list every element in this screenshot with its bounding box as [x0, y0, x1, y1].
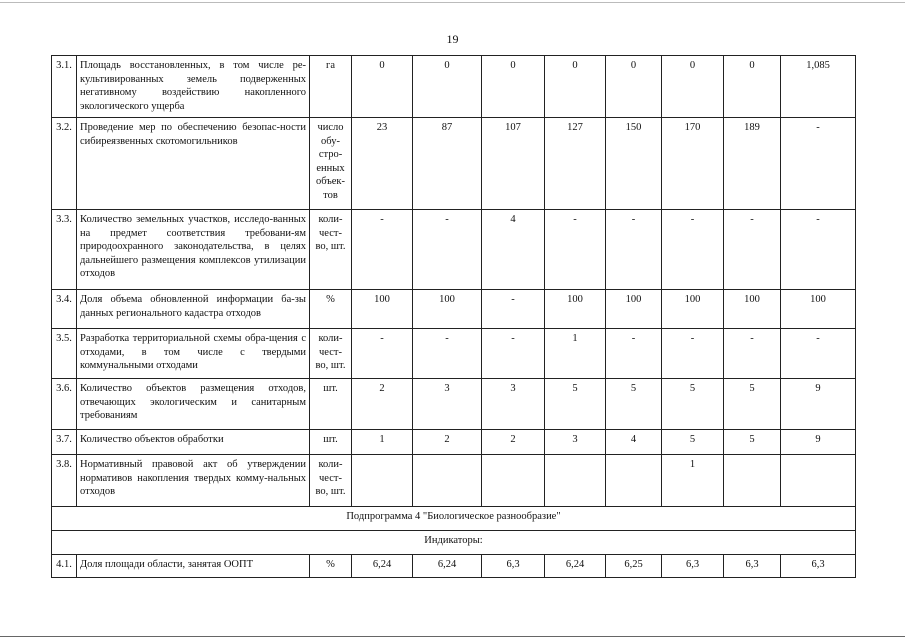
- row-number: 3.2.: [52, 118, 77, 210]
- value-cell: [724, 455, 781, 507]
- value-cell: [606, 455, 662, 507]
- value-cell: 9: [781, 379, 856, 430]
- value-cell: -: [781, 210, 856, 290]
- value-cell: 189: [724, 118, 781, 210]
- value-cell: 5: [662, 430, 724, 455]
- value-cell: 87: [413, 118, 482, 210]
- value-cell: -: [724, 329, 781, 379]
- value-cell: [781, 455, 856, 507]
- value-cell: 6,24: [352, 555, 413, 578]
- value-cell: 6,24: [545, 555, 606, 578]
- value-cell: 0: [606, 56, 662, 118]
- table-row: [52, 555, 856, 578]
- value-cell: 3: [545, 430, 606, 455]
- value-cell: 9: [781, 430, 856, 455]
- value-cell: 3: [413, 379, 482, 430]
- value-cell: 150: [606, 118, 662, 210]
- table-row: [52, 379, 856, 430]
- page-number: 19: [446, 32, 459, 46]
- row-number: 3.8.: [52, 455, 77, 507]
- value-cell: -: [724, 210, 781, 290]
- value-cell: -: [482, 329, 545, 379]
- table-body: [52, 56, 856, 578]
- value-cell: -: [413, 210, 482, 290]
- subprogram-row: [52, 507, 856, 531]
- unit-cell: %: [310, 290, 352, 329]
- row-number: 3.3.: [52, 210, 77, 290]
- unit-cell: га: [310, 56, 352, 118]
- indicators-table: [51, 55, 856, 578]
- value-cell: 3: [482, 379, 545, 430]
- value-cell: -: [662, 210, 724, 290]
- value-cell: 1,085: [781, 56, 856, 118]
- value-cell: -: [781, 329, 856, 379]
- table-row: [52, 455, 856, 507]
- indicator-name: Площадь восстановленных, в том числе ре-культивированных земель подверженных негативному воздействию накопленного экологического ущерба: [77, 56, 310, 118]
- row-number: 3.7.: [52, 430, 77, 455]
- value-cell: 6,3: [781, 555, 856, 578]
- value-cell: -: [606, 329, 662, 379]
- value-cell: 0: [352, 56, 413, 118]
- value-cell: -: [352, 210, 413, 290]
- unit-cell: шт.: [310, 430, 352, 455]
- value-cell: 0: [724, 56, 781, 118]
- top-rule: [0, 2, 905, 3]
- indicator-name: Количество объектов обработки: [77, 430, 310, 455]
- indicators-heading-row: [52, 531, 856, 555]
- table-row: [52, 56, 856, 118]
- value-cell: 5: [662, 379, 724, 430]
- value-cell: 127: [545, 118, 606, 210]
- value-cell: 6,24: [413, 555, 482, 578]
- subprogram-title: Подпрограмма 4 "Биологическое разнообразие": [52, 507, 856, 531]
- indicator-name: Нормативный правовой акт об утверждении нормативов накопления твердых комму-нальных отходов: [77, 455, 310, 507]
- value-cell: 107: [482, 118, 545, 210]
- value-cell: [413, 455, 482, 507]
- table-row: [52, 118, 856, 210]
- value-cell: 100: [606, 290, 662, 329]
- unit-cell: число обу-стро-енных объек-тов: [310, 118, 352, 210]
- value-cell: 4: [606, 430, 662, 455]
- value-cell: [352, 455, 413, 507]
- table-row: [52, 430, 856, 455]
- value-cell: 5: [724, 430, 781, 455]
- indicator-name: Доля площади области, занятая ООПТ: [77, 555, 310, 578]
- row-number: 3.5.: [52, 329, 77, 379]
- value-cell: -: [606, 210, 662, 290]
- unit-cell: шт.: [310, 379, 352, 430]
- value-cell: 6,25: [606, 555, 662, 578]
- indicators-label: Индикаторы:: [52, 531, 856, 555]
- value-cell: 23: [352, 118, 413, 210]
- unit-cell: коли-чест-во, шт.: [310, 210, 352, 290]
- value-cell: 2: [352, 379, 413, 430]
- bottom-rule: [0, 636, 905, 637]
- unit-cell: коли-чест-во, шт.: [310, 329, 352, 379]
- value-cell: -: [482, 290, 545, 329]
- value-cell: 5: [724, 379, 781, 430]
- value-cell: [482, 455, 545, 507]
- value-cell: 1: [545, 329, 606, 379]
- value-cell: 1: [352, 430, 413, 455]
- table-row: [52, 290, 856, 329]
- value-cell: 170: [662, 118, 724, 210]
- row-number: 3.4.: [52, 290, 77, 329]
- value-cell: 4: [482, 210, 545, 290]
- value-cell: 100: [545, 290, 606, 329]
- value-cell: 100: [662, 290, 724, 329]
- value-cell: 5: [606, 379, 662, 430]
- table-row: [52, 329, 856, 379]
- value-cell: -: [662, 329, 724, 379]
- value-cell: 100: [352, 290, 413, 329]
- indicator-name: Разработка территориальной схемы обра-щения с отходами, в том числе с твердыми коммунальными отходами: [77, 329, 310, 379]
- unit-cell: %: [310, 555, 352, 578]
- value-cell: 100: [413, 290, 482, 329]
- value-cell: 5: [545, 379, 606, 430]
- value-cell: 0: [413, 56, 482, 118]
- value-cell: 2: [482, 430, 545, 455]
- value-cell: 0: [545, 56, 606, 118]
- value-cell: 1: [662, 455, 724, 507]
- value-cell: -: [545, 210, 606, 290]
- row-number: 4.1.: [52, 555, 77, 578]
- value-cell: 6,3: [482, 555, 545, 578]
- indicator-name: Количество земельных участков, исследо-ванных на предмет соответствия требовани-ям природоохранного законодательства, в целях дальнейшего размещения комплексов утилизации отходов: [77, 210, 310, 290]
- indicator-name: Проведение мер по обеспечению безопас-ности сибиреязвенных скотомогильников: [77, 118, 310, 210]
- value-cell: 0: [482, 56, 545, 118]
- indicator-name: Доля объема обновленной информации ба-зы данных регионального кадастра отходов: [77, 290, 310, 329]
- value-cell: 100: [781, 290, 856, 329]
- value-cell: 0: [662, 56, 724, 118]
- value-cell: -: [413, 329, 482, 379]
- value-cell: 6,3: [724, 555, 781, 578]
- table-row: [52, 210, 856, 290]
- value-cell: -: [352, 329, 413, 379]
- value-cell: [545, 455, 606, 507]
- row-number: 3.1.: [52, 56, 77, 118]
- unit-cell: коли-чест-во, шт.: [310, 455, 352, 507]
- value-cell: 2: [413, 430, 482, 455]
- value-cell: 6,3: [662, 555, 724, 578]
- value-cell: -: [781, 118, 856, 210]
- row-number: 3.6.: [52, 379, 77, 430]
- indicator-name: Количество объектов размещения отходов, отвечающих экологическим и санитарным требованиям: [77, 379, 310, 430]
- value-cell: 100: [724, 290, 781, 329]
